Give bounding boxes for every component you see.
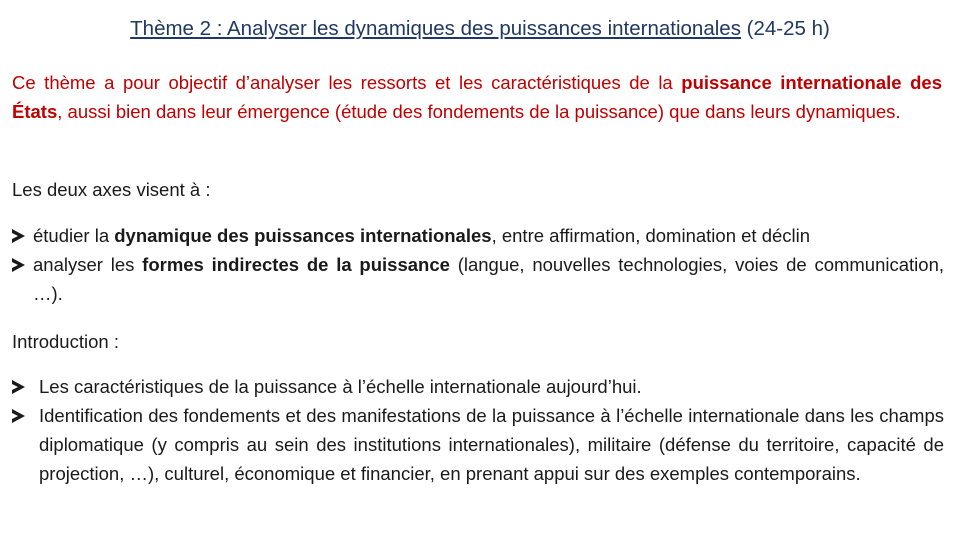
axis-2-pre: analyser les — [33, 254, 143, 275]
arrow-bullet-icon — [12, 258, 25, 272]
arrow-bullet-icon — [12, 409, 25, 423]
list-item — [12, 372, 944, 401]
axis-2-post: (langue, nouvelles technologies, voies de communication, …). — [33, 254, 944, 304]
intro-text-part1: Ce thème a pour objectif d’analyser les ressorts et les caractéristiques de la — [12, 72, 682, 93]
introduction-item-2: Identification des fondements et des manifestations de la puissance à l’échelle internationale dans les champs diplomatique (y compris au sein des institutions internationales), militaire (défense du territoire, capacité de projection, …), culturel, économique et financier, en prenant appui sur des exemples contemporains. — [39, 405, 944, 484]
axis-2-bold: formes indirectes de la puissance — [142, 254, 450, 275]
list-item — [12, 250, 944, 308]
introduction-label: Introduction : — [12, 331, 119, 352]
arrow-bullet-icon — [12, 380, 25, 394]
intro-highlight: puissance internationale des États — [12, 72, 942, 122]
axis-1-pre: étudier la — [33, 225, 115, 246]
axis-1-post: , entre affirmation, domination et déclin — [491, 225, 811, 246]
list-item — [12, 401, 944, 488]
title-hours: (24-25 h) — [740, 17, 830, 40]
title-main: Thème 2 : Analyser les dynamiques des puissances internationales — [130, 17, 741, 40]
introduction-list — [12, 372, 944, 488]
intro-paragraph — [12, 68, 942, 126]
introduction-item-1: Les caractéristiques de la puissance à l’échelle internationale aujourd’hui. — [39, 376, 642, 397]
intro-text-part3: , aussi bien dans leur émergence (étude des fondements de la puissance) que dans leurs dynamiques. — [57, 101, 901, 122]
axes-intro: Les deux axes visent à : — [12, 179, 211, 200]
axis-1-bold: dynamique des puissances internationales — [114, 225, 492, 246]
list-item — [12, 221, 944, 250]
axes-list — [12, 221, 944, 308]
arrow-bullet-icon — [12, 229, 25, 243]
slide-title — [0, 15, 960, 43]
